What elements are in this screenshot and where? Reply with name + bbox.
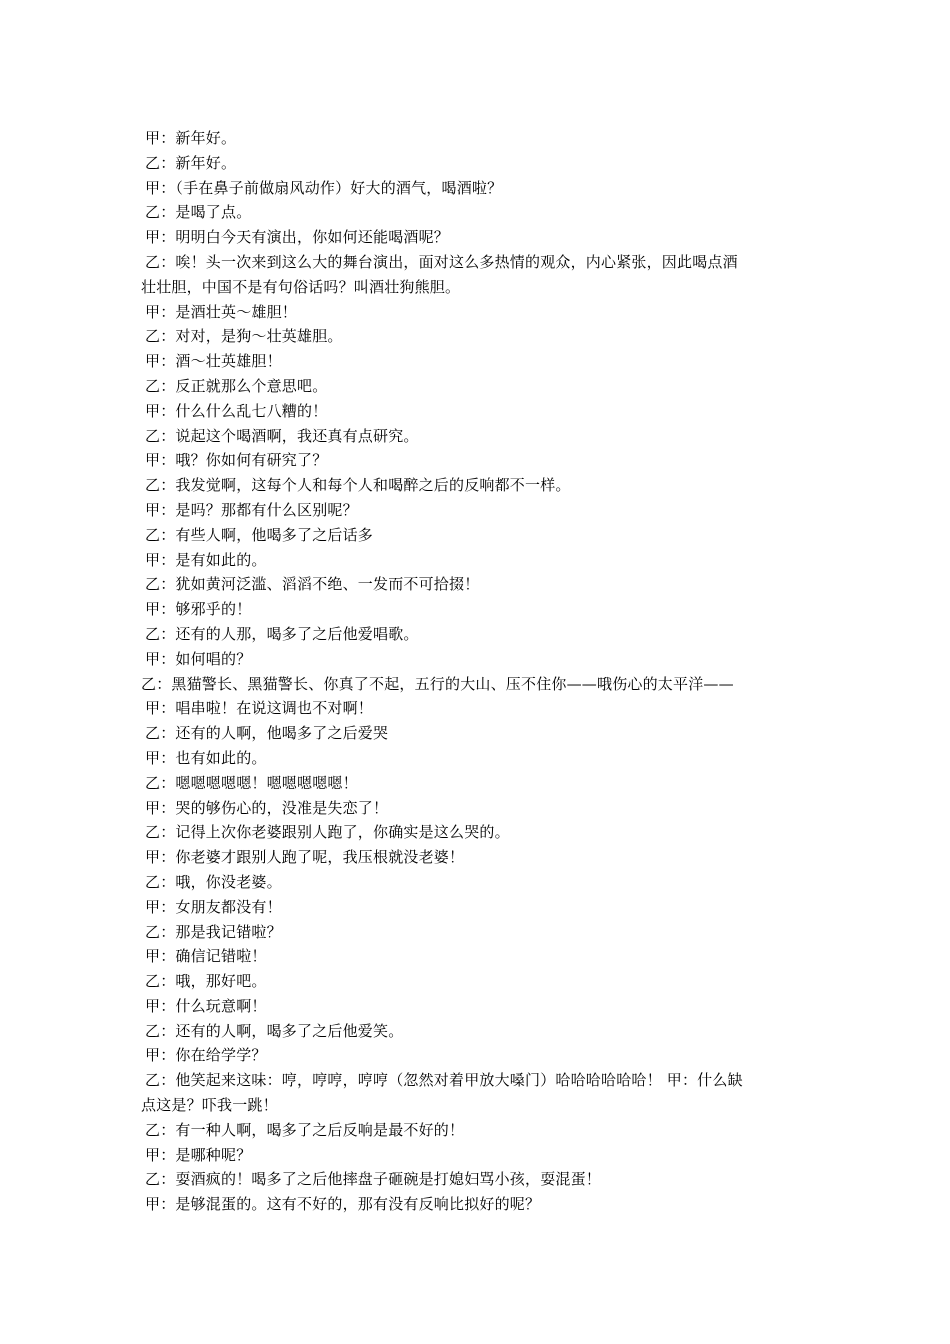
dialogue-line: 甲：什么什么乱七八糟的！: [145, 401, 328, 420]
dialogue-text: [141, 126, 815, 1217]
dialogue-line: 乙：耍酒疯的！喝多了之后他摔盘子砸碗是打媳妇骂小孩，耍混蛋！: [145, 1170, 602, 1189]
dialogue-line: 甲：你老婆才跟别人跑了呢，我压根就没老婆！: [145, 848, 465, 867]
dialogue-line: 乙：哦，你没老婆。: [145, 872, 282, 891]
dialogue-line: 乙：说起这个喝酒啊，我还真有点研究。: [145, 426, 419, 445]
dialogue-line: 甲：是够混蛋的。这有不好的，那有没有反响比拟好的呢？: [145, 1195, 541, 1214]
dialogue-line: 乙：哦，那好吧。: [145, 972, 267, 991]
dialogue-line: 甲：是吗？那都有什么区别呢？: [145, 500, 358, 519]
dialogue-line: 乙：我发觉啊，这每个人和每个人和喝醉之后的反响都不一样。: [145, 476, 571, 495]
dialogue-line: 甲：女朋友都没有！: [145, 897, 282, 916]
dialogue-line: 乙：黑猫警长、黑猫警长、你真了不起，五行的大山、压不住你——哦伤心的太平洋——: [141, 674, 734, 693]
dialogue-line: 甲：明明白今天有演出，你如何还能喝酒呢？: [145, 228, 450, 247]
dialogue-line: 甲：（手在鼻子前做扇风动作）好大的酒气，喝酒啦？: [145, 178, 503, 197]
dialogue-line: 乙：对对，是狗～壮英雄胆。: [145, 327, 343, 346]
dialogue-line: 甲：如何唱的？: [145, 649, 252, 668]
dialogue-line: 甲：唱串啦！在说这调也不对啊！: [145, 699, 374, 718]
dialogue-line: 乙：唉！头一次来到这么大的舞台演出，面对这么多热情的观众，内心紧张，因此喝点酒: [145, 252, 738, 271]
dialogue-line: 乙：还有的人那，喝多了之后他爱唱歌。: [145, 624, 419, 643]
dialogue-line: 甲：哦？你如何有研究了？: [145, 451, 328, 470]
dialogue-line: 乙：还有的人啊，他喝多了之后爱哭: [145, 724, 389, 743]
dialogue-line: 乙：有一种人啊，喝多了之后反响是最不好的！: [145, 1120, 465, 1139]
dialogue-line: 乙：有些人啊，他喝多了之后话多: [145, 525, 374, 544]
dialogue-line: 乙：是喝了点。: [145, 203, 252, 222]
dialogue-line: 甲：够邪乎的！: [145, 600, 252, 619]
dialogue-line: 甲：酒～壮英雄胆！: [145, 352, 282, 371]
dialogue-line: 乙：新年好。: [145, 153, 237, 172]
dialogue-line: 乙：嗯嗯嗯嗯嗯！嗯嗯嗯嗯嗯！: [145, 773, 358, 792]
dialogue-line: 甲：是酒壮英～雄胆！: [145, 302, 298, 321]
dialogue-line: 乙：反正就那么个意思吧。: [145, 376, 328, 395]
dialogue-line: 甲：新年好。: [145, 129, 237, 147]
dialogue-line: 甲：是有如此的。: [145, 550, 267, 569]
dialogue-line: 甲：也有如此的。: [145, 748, 267, 767]
dialogue-line: 甲：你在给学学？: [145, 1046, 267, 1065]
dialogue-line: 乙：那是我记错啦？: [145, 922, 282, 941]
dialogue-line: 点这是？吓我一跳！: [141, 1096, 278, 1115]
dialogue-line: 壮壮胆，中国不是有句俗话吗？叫酒壮狗熊胆。: [141, 277, 461, 296]
dialogue-line: 乙：犹如黄河泛滥、滔滔不绝、一发而不可拾掇！: [145, 575, 480, 594]
dialogue-line: 甲：是哪种呢？: [145, 1145, 252, 1164]
dialogue-line: 乙：记得上次你老婆跟别人跑了，你确实是这么哭的。: [145, 823, 510, 842]
dialogue-line: 乙：还有的人啊，喝多了之后他爱笑。: [145, 1021, 404, 1040]
dialogue-line: 甲：哭的够伤心的，没准是失恋了！: [145, 798, 389, 817]
dialogue-line: 甲：确信记错啦！: [145, 947, 267, 966]
dialogue-line: 甲：什么玩意啊！: [145, 996, 267, 1015]
dialogue-line: 乙：他笑起来这味：哼，哼哼，哼哼（忽然对着甲放大嗓门）哈哈哈哈哈哈！ 甲：什么缺: [145, 1071, 743, 1090]
